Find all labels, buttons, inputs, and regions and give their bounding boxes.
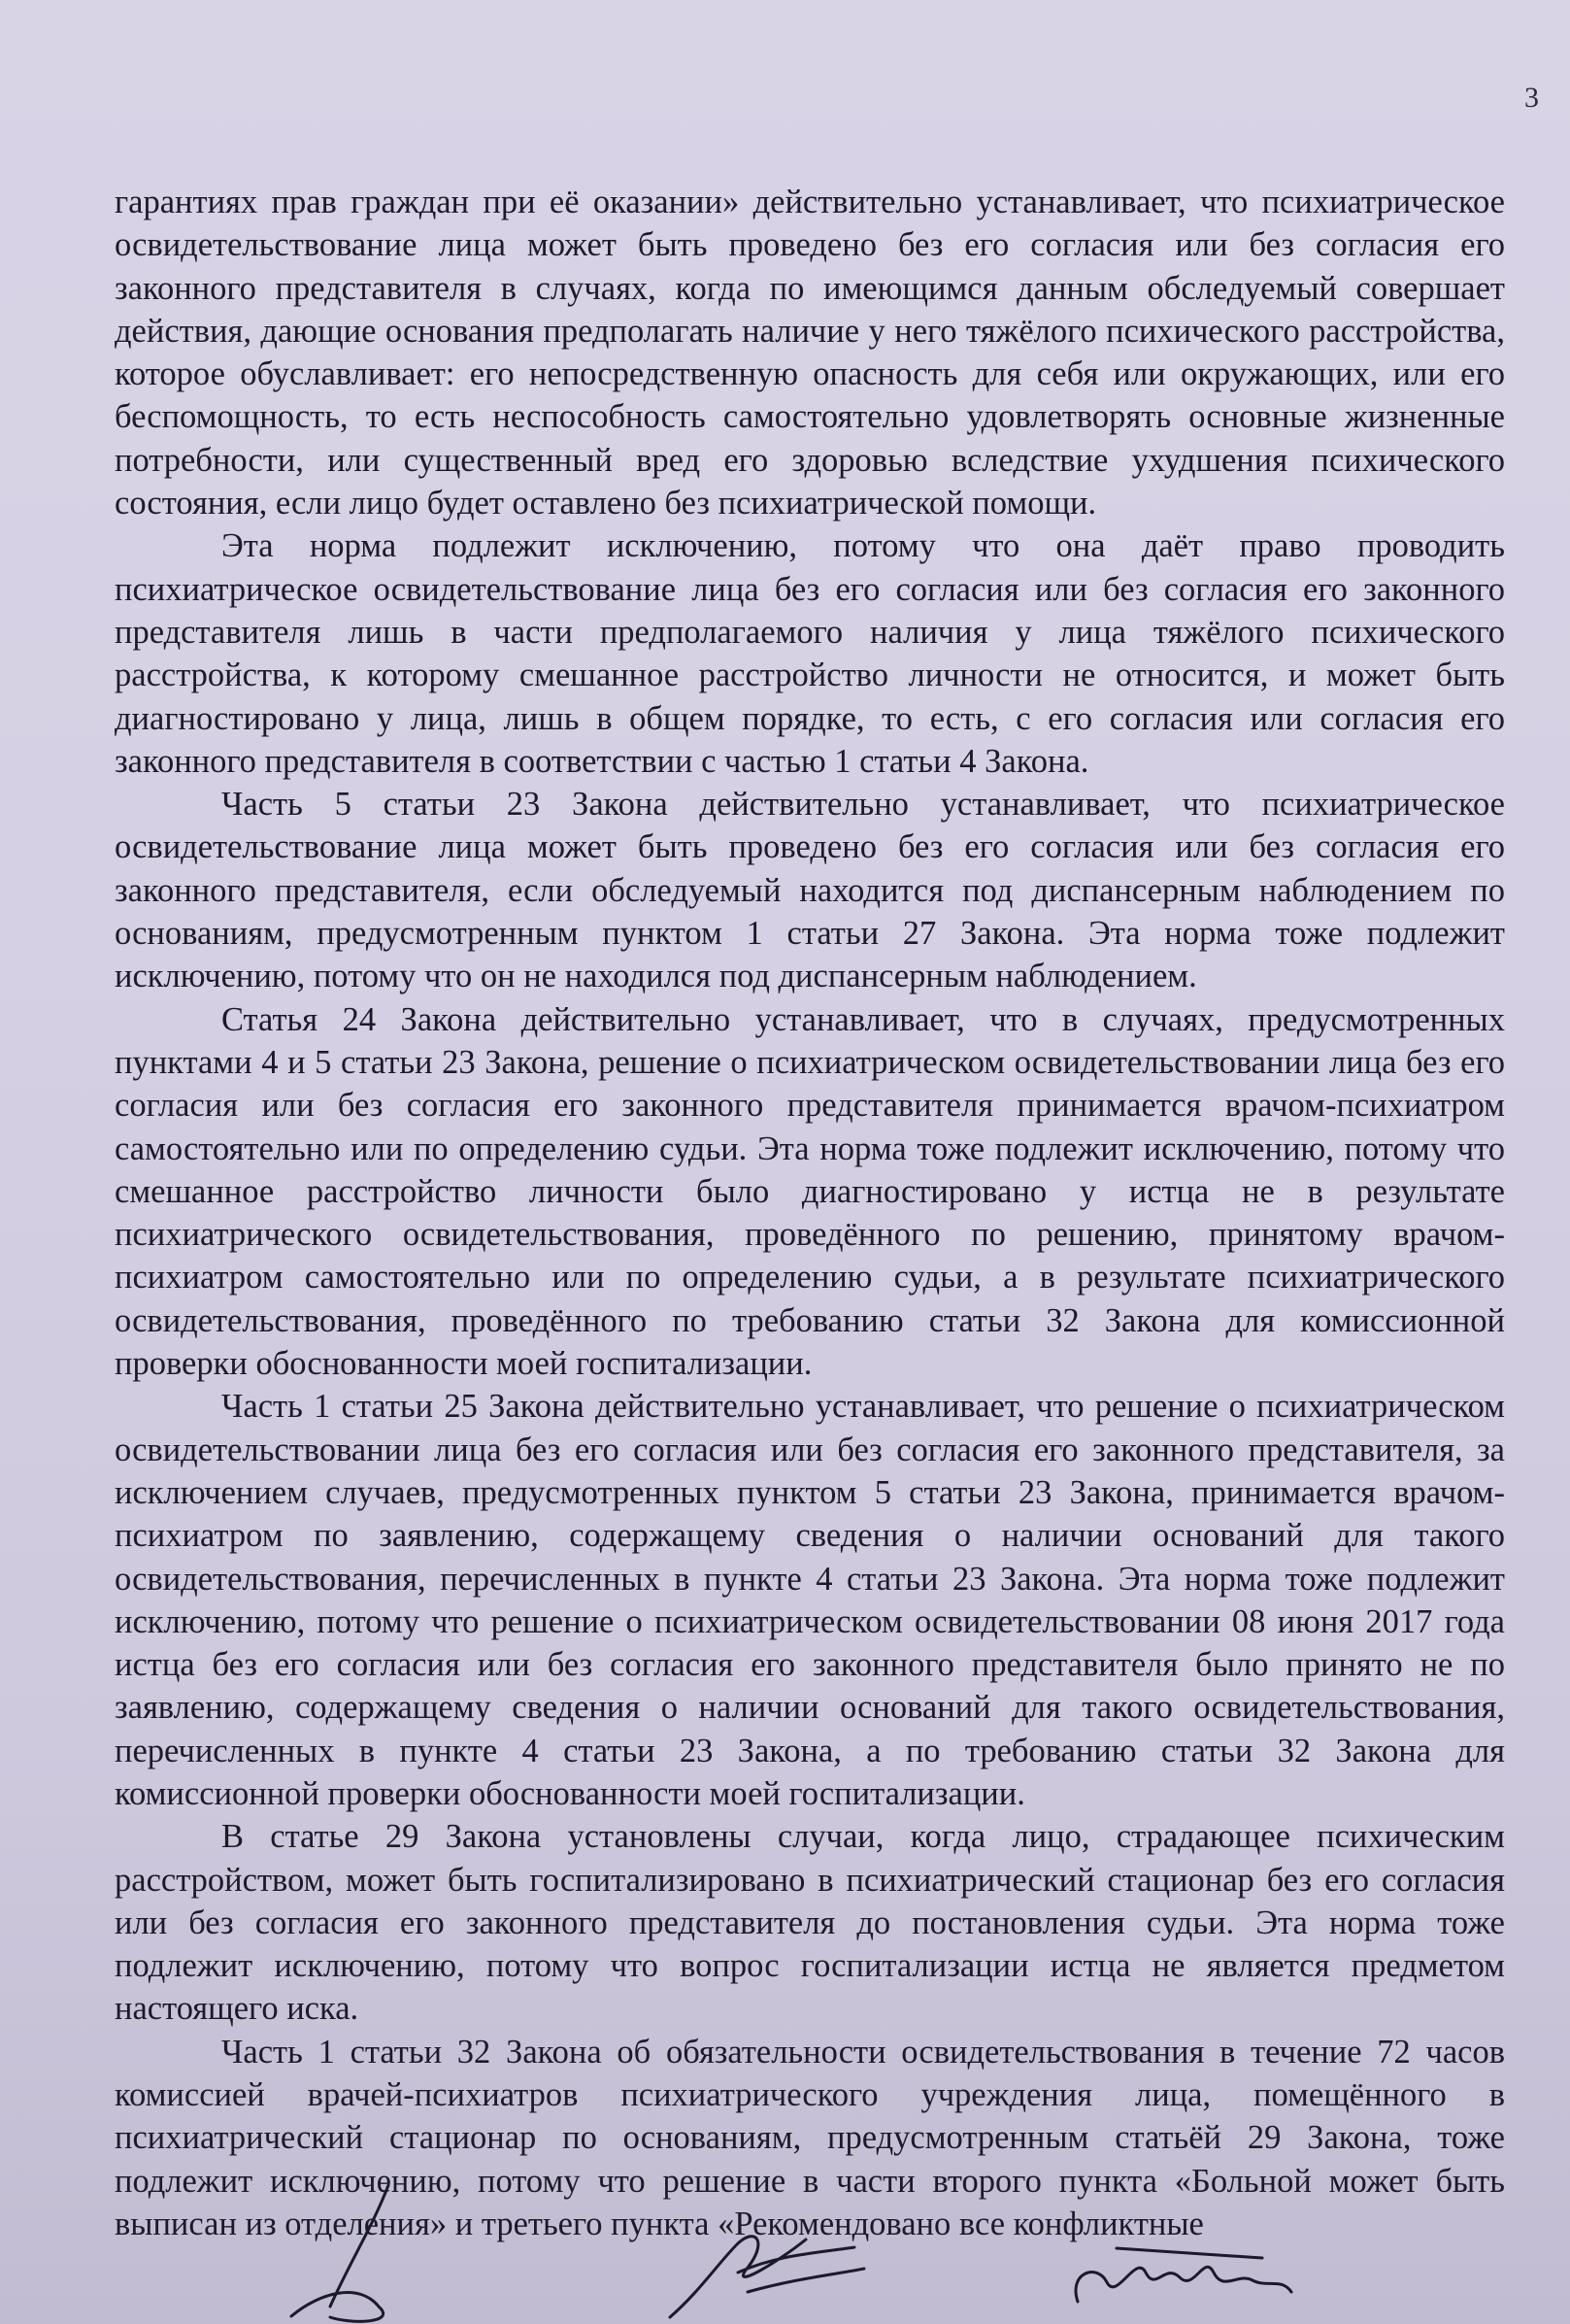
document-body xyxy=(115,181,1505,2245)
paragraph: В статье 29 Закона установлены случаи, когда лицо, страдающее психическим расстройством, может быть госпитализировано в психиатрический стационар без его согласия или без согласия его законного представителя до постановления судьи. Эта норма тоже подлежит исключению, потому что вопрос госпитализации истца не является предметом настоящего иска. xyxy=(115,1818,1505,2028)
signature-2 xyxy=(670,2237,864,2317)
signatures xyxy=(0,2146,1570,2324)
paragraph: Эта норма подлежит исключению, потому что она даёт право проводить психиатрическое освидетельствование лица без его согласия или без согласия его законного представителя лишь в части предполагаемого наличия у лица тяжёлого психического расстройства, к которому смешанное расстройство личности не относится, и может быть диагностировано у лица, лишь в общем порядке, то есть, с его согласия или согласия его законного представителя в соответствии с частью 1 статьи 4 Закона. xyxy=(115,527,1505,780)
paragraph: Часть 5 статьи 23 Закона действительно устанавливает, что психиатрическое освидетельствование лица может быть проведено без его согласия или без согласия его законного представителя, если обследуемый находится под диспансерным наблюдением по основаниям, предусмотренным пунктом 1 статьи 27 Закона. Эта норма тоже подлежит исключению, потому что он не находился под диспансерным наблюдением. xyxy=(115,786,1505,995)
paragraph: Часть 1 статьи 25 Закона действительно устанавливает, что решение о психиатрическом освидетельствовании лица без его согласия или без согласия его законного представителя, за исключением случаев, предусмотренных пунктом 5 статьи 23 Закона, принимается врачом-психиатром по заявлению, содержащему сведения о наличии оснований для такого освидетельствования, перечисленных в пункте 4 статьи 23 Закона. Эта норма тоже подлежит исключению, потому что решение о психиатрическом освидетельствовании 08 июня 2017 года истца без его согласия или без согласия его законного представителя было принято не по заявлению, содержащему сведения о наличии оснований для такого освидетельствования, перечисленных в пункте 4 статьи 23 Закона, а по требованию статьи 32 Закона для комиссионной проверки обоснованности моей госпитализации. xyxy=(115,1388,1505,1812)
paragraph: Часть 1 статьи 32 Закона об обязательности освидетельствования в течение 72 часов комиссией врачей-психиатров психиатрического учреждения лица, помещённого в психиатрический стационар по основаниям, предусмотренным статьёй 29 Закона, тоже подлежит исключению, потому что решение в части второго пункта «Больной может быть выписан из отделения» и третьего пункта «Рекомендовано все конфликтные xyxy=(115,2033,1505,2242)
signature-3 xyxy=(1076,2248,1291,2302)
paragraph-continuation: гарантиях прав граждан при её оказании» действительно устанавливает, что психиатрическое освидетельствование лица может быть проведено без его согласия или без согласия его законного представителя в случаях, когда по имеющимся данным обследуемый совершает действия, дающие основания предполагать наличие у него тяжёлого психического расстройства, которое обуславливает: его непосредственную опасность для себя или окружающих, или его беспомощность, то есть неспособность самостоятельно удовлетворять основные жизненные потребности, или существенный вред его здоровью вследствие ухудшения психического состояния, если лицо будет оставлено без психиатрической помощи. xyxy=(115,184,1505,522)
signature-1 xyxy=(291,2185,388,2321)
page-number: 3 xyxy=(1524,82,1539,114)
paragraph: Статья 24 Закона действительно устанавливает, что в случаях, предусмотренных пунктами 4 и 5 статьи 23 Закона, решение о психиатрическом освидетельствовании лица без его согласия или без согласия его законного представителя принимается врачом-психиатром самостоятельно или по определению судьи. Эта норма тоже подлежит исключению, потому что смешанное расстройство личности было диагностировано у истца не в результате психиатрического освидетельствования, проведённого по решению, принятому врачом-психиатром самостоятельно или по определению судьи, а в результате психиатрического освидетельствования, проведённого по требованию статьи 32 Закона для комиссионной проверки обоснованности моей госпитализации. xyxy=(115,1000,1505,1383)
